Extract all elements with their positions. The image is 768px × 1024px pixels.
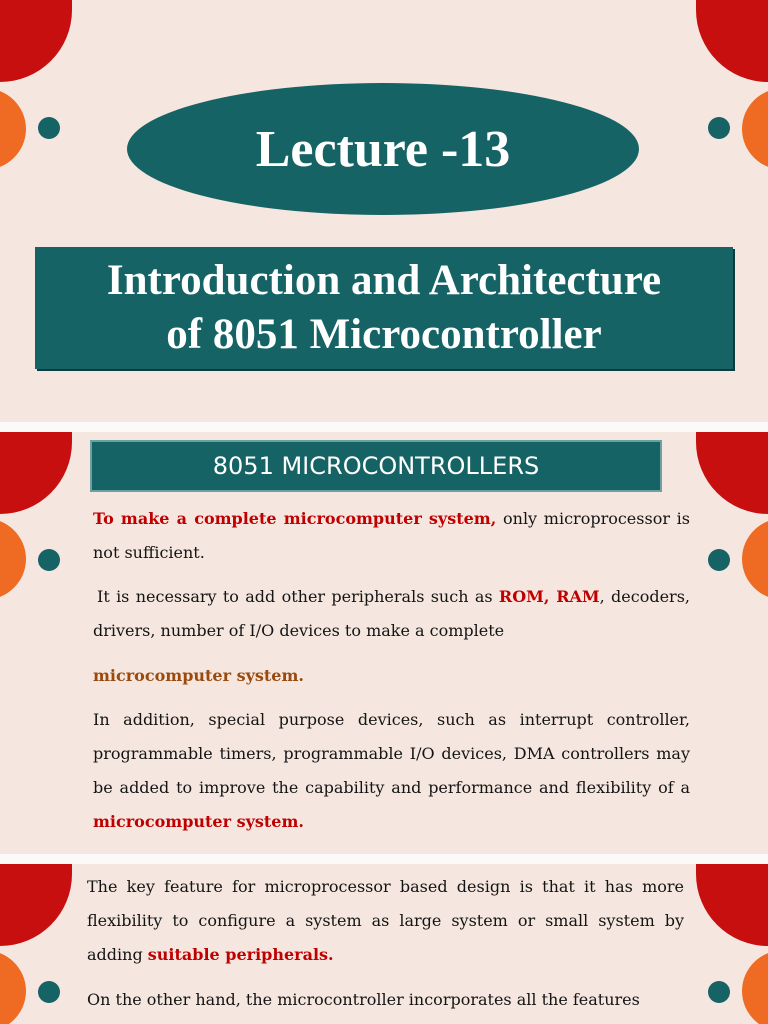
teal-dot-right <box>708 549 730 571</box>
red-shape-left <box>0 0 72 82</box>
highlight-red: To make a complete microcomputer system, <box>93 509 497 528</box>
red-shape-left <box>0 432 72 514</box>
slide-title <box>0 0 768 422</box>
highlight-red: suitable peripherals. <box>147 945 334 964</box>
orange-circle-right <box>742 950 768 1024</box>
paragraph-3: microcomputer system. <box>93 666 304 685</box>
teal-dot-left <box>38 549 60 571</box>
paragraph-6: On the other hand, the microcontroller incorporates all the features <box>87 990 640 1009</box>
teal-dot-left <box>38 117 60 139</box>
highlight-red: microcomputer system. <box>93 812 304 831</box>
orange-circle-left <box>0 518 26 600</box>
text-span: It is necessary to add other peripherals such as <box>97 587 499 606</box>
red-shape-right <box>696 0 768 82</box>
text-span: , decoders, drivers, number of I/O devices to make a complete <box>93 587 691 640</box>
lecture-title-box <box>35 247 733 369</box>
paragraph-2 <box>93 580 690 648</box>
page-gap <box>0 854 768 864</box>
lecture-number: Lecture -13 <box>255 120 511 178</box>
page-gap <box>0 422 768 432</box>
text-span: In addition, special purpose devices, such as interrupt controller, programmable timers, programmable I/O devices, DMA controllers may be added to improve the capability and performance and flexibility of a <box>93 710 690 797</box>
orange-circle-left <box>0 88 26 170</box>
red-shape-left <box>0 864 72 946</box>
teal-dot-right <box>708 117 730 139</box>
highlight-red: ROM, RAM <box>498 587 600 606</box>
paragraph-5 <box>87 870 684 972</box>
section-header: 8051 MICROCONTROLLERS <box>90 440 662 492</box>
orange-circle-left <box>0 950 26 1024</box>
orange-circle-right <box>742 518 768 600</box>
red-shape-right <box>696 432 768 514</box>
text-span: only microprocessor is not sufficient. <box>93 509 690 562</box>
teal-dot-left <box>38 981 60 1003</box>
paragraph-1 <box>93 502 690 570</box>
red-shape-right <box>696 864 768 946</box>
teal-dot-right <box>708 981 730 1003</box>
orange-circle-right <box>742 88 768 170</box>
title-line-2: of 8051 Microcontroller <box>166 311 602 358</box>
title-line-1: Introduction and Architecture <box>106 257 662 304</box>
text-span: The key feature for microprocessor based design is that it has more flexibility to configure a system as large system or small system by adding <box>87 877 684 964</box>
paragraph-4 <box>93 703 690 839</box>
lecture-oval <box>127 83 639 215</box>
